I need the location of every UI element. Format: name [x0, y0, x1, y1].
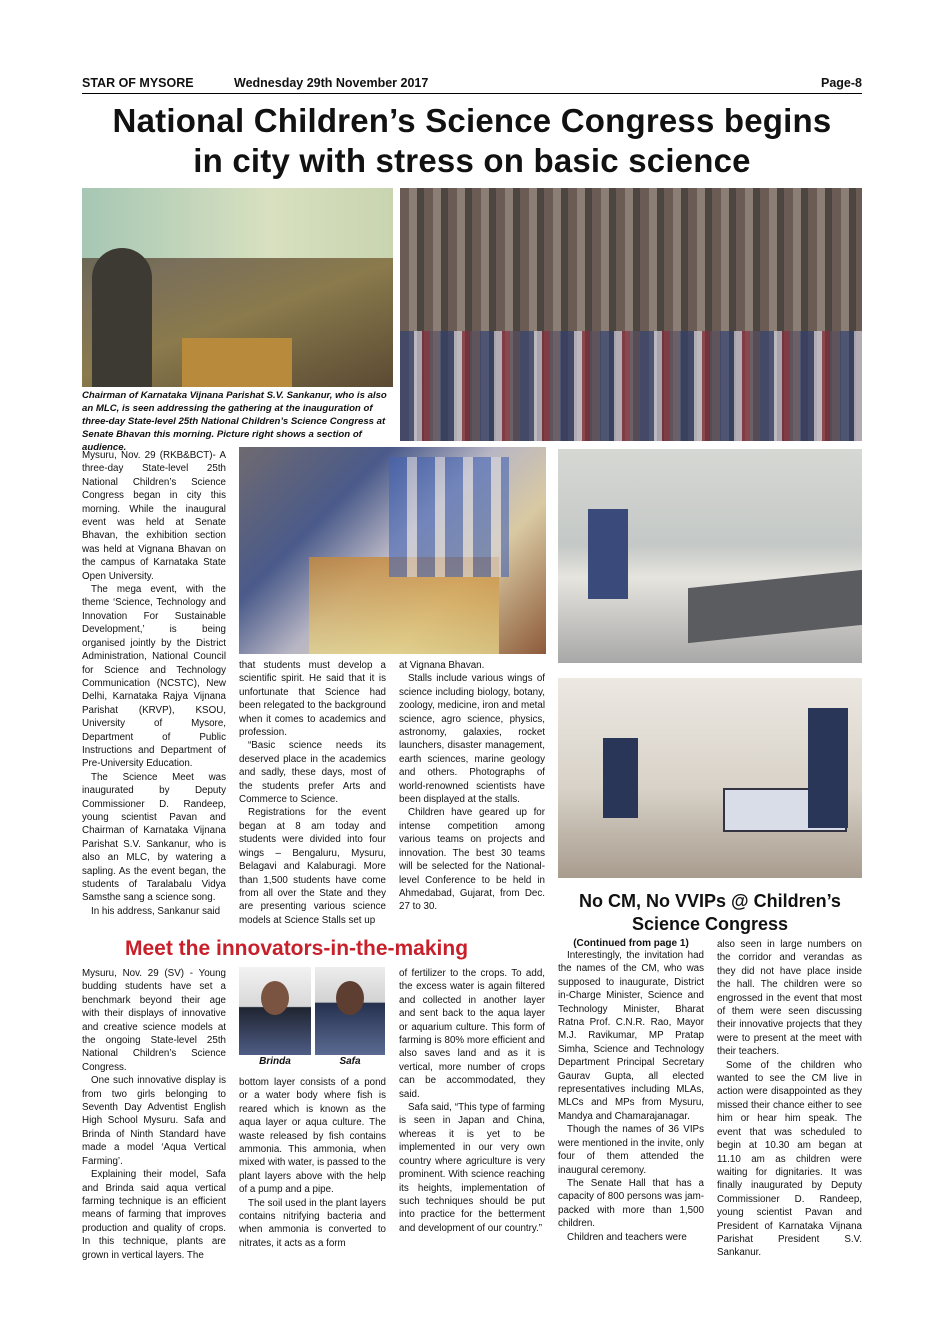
innovators-column-2: [239, 1076, 386, 1250]
safa-photo: [315, 967, 385, 1055]
headline-line-1: National Children’s Science Congress begins: [112, 102, 832, 139]
headline-line-2: in city with stress on basic science: [193, 142, 751, 179]
paragraph: also seen in large numbers on the corridor and verandas as they did not have place inside the hall. The children were so engrossed in the event that most of them were seen discussing their innovative projects that they were to present at the meet with their teachers.: [717, 939, 862, 1058]
page-number: Page-8: [821, 76, 862, 90]
no-cm-column-2: [717, 938, 862, 1260]
no-cm-column-1-text: [558, 949, 704, 1244]
paragraph: Interestingly, the invitation had the names of the CM, who was supposed to inaugurate, District in-Charge Minister, Science and Technology Minister, Bharat Ratna Prof. C.N.R. Rao, Mayor M.J. Ravikumar, MP Pratap Simha, Science and Technology Department Principal Secretary Gaurav Gupta, all elected representatives including MLAs, MLCs and MPs from Mysuru, Mandya and Chamarajanagar.: [558, 950, 704, 1122]
vacuum-coach-photo: [558, 678, 862, 878]
newspaper-name: STAR OF MYSORE: [82, 76, 194, 90]
no-cm-heading-line-2: Science Congress: [631, 914, 789, 934]
paragraph: The mega event, with the theme ‘Science, Technology and Innovation For Sustainable Development,’ is being organised jointly by the District Administration, National Council for Science and Technology Communication (NCSTC), New Delhi, Karnataka Rajya Vijnana Parishat (KRVP), KSOU, University of Mysore, Department of Public Instructions and Department of Pre-University Education.: [82, 584, 226, 770]
paragraph: Though the names of 36 VIPs were mentioned in the invite, only four of them attended the inaugural ceremony.: [558, 1124, 704, 1176]
innovators-column-1: [82, 967, 226, 1262]
paragraph: that students must develop a scientific spirit. He said that it is unfortunate that Science had been relegated to the background when it comes to academics and profession.: [239, 660, 386, 739]
no-cm-column-1: [558, 938, 704, 1244]
photo-caption: Chairman of Karnataka Vijnana Parishat S.V. Sankanur, who is also an MLC, is seen addressing the gathering at the inauguration of three-day State-level 25th National Children’s Science Congress at Senate Bhavan this morning. Picture right shows a section of audience.: [82, 390, 387, 453]
innovators-column-3: [399, 967, 545, 1235]
no-cm-heading-line-1: No CM, No VVIPs @ Children’s: [579, 891, 841, 911]
paragraph: Children and teachers were: [567, 1231, 687, 1243]
masthead: [82, 76, 862, 92]
paragraph: Registrations for the event began at 8 am today and students were divided into four wings – Bengaluru, Mysuru, Belagavi and Kalaburagi. More than 1,500 students have come from all over the State and they are presenting various science models at Science Stalls set up: [239, 807, 386, 926]
brinda-label: Brinda: [259, 1056, 291, 1067]
innovators-heading: Meet the innovators-in-the-making: [125, 937, 469, 960]
paragraph: The Senate Hall that has a capacity of 800 persons was jam-packed with more than 1,500 children.: [558, 1177, 704, 1230]
paragraph: Mysuru, Nov. 29 (RKB&BCT)- A three-day State-level 25th National Children’s Science Congress began in city this morning. While the inaugural event was held at Senate Bhavan, the exhibition section was held at Vignana Bhavan on the campus of Karnataka State Open University.: [82, 450, 226, 582]
paragraph: One such innovative display is from two girls belonging to Seventh Day Adventist English High School Mysuru. Safa and Brinda of Ninth Standard have made a model ‘Aqua Vertical Farming’.: [82, 1075, 226, 1167]
paragraph: Some of the children who wanted to see the CM live in action were disappointed as they missed their chance either to see him or hear him speak. The event that was scheduled to begin at 10.30 am began at 11.10 am as children were waiting for dignitaries. It was finally inaugurated by Deputy Commissioner D. Randeep, young scientist Pavan and President of Karnataka Vijnana Parishat President S.V. Sankanur.: [717, 1059, 862, 1259]
paragraph: The Science Meet was inaugurated by Deputy Commissioner D. Randeep, young scientist Pavan and Chairman of Karnataka Vijnana Parishat S.V. Sankanur, who is also an MLC, by watering a sapling. As the event began, the students of Taralabalu Vidya Samsthe sang a science song.: [82, 771, 226, 904]
paragraph: Children have geared up for intense competition among various teams on projects and innovation. The best 30 teams will be selected for the National-level Conference to be held in Ahmedabad, Gujarat, from Dec. 27 to 30.: [399, 807, 545, 913]
brinda-photo: [239, 967, 311, 1055]
article-column-1: [82, 449, 226, 918]
paragraph: of fertilizer to the crops. To add, the excess water is again filtered and collected in another layer and sent back to the aqua layer or aquarium culture. This form of farming is 80% more efficient and also saves land and as it is vertical, more number of crops can be accommodated, they said.: [399, 968, 545, 1100]
paragraph: The soil used in the plant layers contains nitrifying bacteria and when ammonia is converted to nitrates, it acts as a form: [239, 1197, 386, 1249]
paragraph: Explaining their model, Safa and Brinda said aqua vertical farming technique is an efficient means of farming that improves production and quality of crops. In this technique, plants are grown in vertical layers. The: [82, 1169, 226, 1261]
paragraph: Safa said, “This type of farming is seen in Japan and China, whereas it is yet to be implemented in our very own country where agriculture is very prominent. With science reaching its heights, implementation of such techniques should be put into practice for the betterment and development of our country.”: [399, 1102, 545, 1234]
issue-date: Wednesday 29th November 2017: [234, 76, 429, 90]
no-cm-heading: [558, 890, 862, 936]
paragraph: In his address, Sankanur said: [91, 905, 221, 917]
paragraph: “Basic science needs its deserved place in the academics and sadly, these days, most of the students prefer Arts and Commerce to Science.: [239, 740, 386, 806]
paragraph: bottom layer consists of a pond or a water body where fish is reared which is known as the aqua layer or aqua culture. The waste released by fish contains ammonia. This ammonia, when mixed with water, is passed to the plant layers above with the help of a pump and a pipe.: [239, 1077, 386, 1196]
masthead-rule: [82, 93, 862, 94]
article-column-3: [399, 659, 545, 914]
safa-label: Safa: [339, 1056, 361, 1067]
paragraph: Stalls include various wings of science including biology, botany, zoology, medicine, iron and metal science, agro science, physics, astronomy, galaxies, rocket launchers, disaster management, earth sciences, marine geology and others. Photographs of world-renowned scientists have been displayed at the stalls.: [399, 673, 545, 806]
continued-label: (Continued from page 1): [573, 938, 689, 949]
paragraph: Mysuru, Nov. 29 (SV) - Young budding students have set a benchmark beyond their age with their displays of innovative and creative science models at the ongoing State-level 25th National Children’s Science Congress.: [82, 968, 226, 1073]
headline: [82, 101, 862, 181]
students-model-photo: [239, 447, 546, 654]
audience-photo: [400, 188, 862, 441]
article-column-2: [239, 659, 386, 927]
paragraph: at Vignana Bhavan.: [399, 660, 485, 671]
speaker-photo: [82, 188, 393, 387]
model-road-photo: [558, 449, 862, 663]
